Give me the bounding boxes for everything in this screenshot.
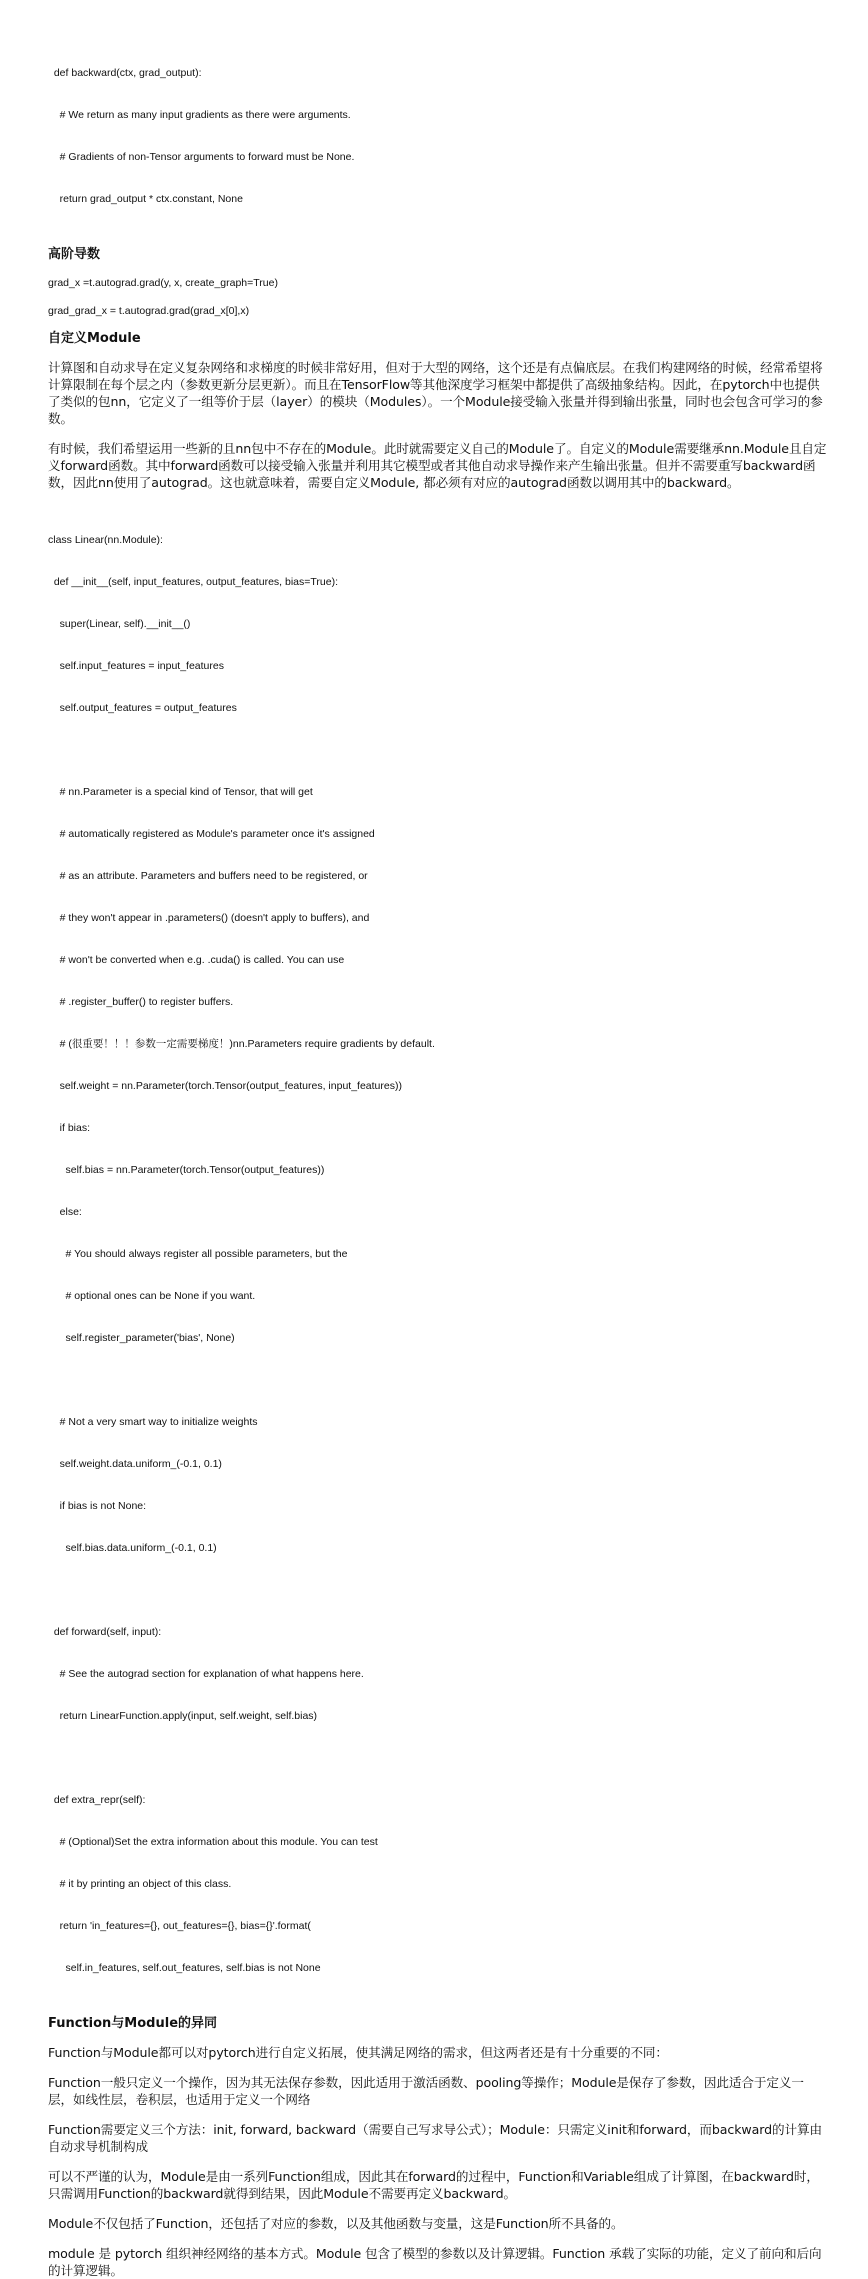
code-line: # (Optional)Set the extra information about this module. You can test — [48, 1836, 378, 1848]
code-line: else: — [48, 1206, 82, 1218]
code-line: # as an attribute. Parameters and buffers need to be registered, or — [48, 870, 368, 882]
document-page — [48, 38, 828, 2279]
code-line: # optional ones can be None if you want. — [48, 1290, 256, 1302]
paragraph-module-intro: 计算图和自动求导在定义复杂网络和求梯度的时候非常好用，但对于大型的网络，这个还是有点偏底层。在我们构建网络的时候，经常希望将计算限制在每个层之内（参数更新分层更新）。而且在TensorFlow等其他深度学习框架中都提供了高级抽象结构。因此，在pytorch中也提供了类似的包nn，它定义了一组等价于层（layer）的模块（Modules）。一个Module接受输入张量并得到输出张量，同时也会包含可学习的参数。 — [48, 360, 823, 426]
code-line: if bias: — [48, 1122, 91, 1134]
code-line: # (很重要！！！参数一定需要梯度！)nn.Parameters require gradients by default. — [48, 1038, 435, 1050]
paragraph-diff-5: Module不仅包括了Function，还包括了对应的参数，以及其他函数与变量，这是Function所不具备的。 — [48, 2216, 624, 2231]
code-line: # .register_buffer() to register buffers. — [48, 996, 234, 1008]
code-line — [48, 1583, 828, 1597]
heading-function-vs-module: Function与Module的异同 — [48, 2016, 218, 2031]
paragraph-diff-2: Function一般只定义一个操作，因为其无法保存参数，因此适用于激活函数、pooling等操作；Module是保存了参数，因此适合于定义一层，如线性层，卷积层，也适用于定义一个网络 — [48, 2075, 804, 2107]
code-block-linear — [48, 505, 828, 2003]
paragraph-diff-1: Function与Module都可以对pytorch进行自定义拓展，使其满足网络的需求，但这两者还是有十分重要的不同： — [48, 2045, 668, 2060]
code-line: self.output_features = output_features — [48, 702, 237, 714]
code-line: return 'in_features={}, out_features={}, bias={}'.format( — [48, 1920, 311, 1932]
code-line: self.in_features, self.out_features, self.bias is not None — [48, 1962, 321, 1974]
paragraph-module-custom: 有时候，我们希望运用一些新的且nn包中不存在的Module。此时就需要定义自己的Module了。自定义的Module需要继承nn.Module且自定义forward函数。其中forward函数可以接受输入张量并利用其它模型或者其他自动求导操作来产生输出张量。但并不需要重写backward函数，因此nn使用了autograd。这也就意味着，需要自定义Module, 都必须有对应的autograd函数以调用其中的backward。 — [48, 441, 827, 490]
code-block-backward — [48, 38, 828, 234]
code-line: self.bias = nn.Parameter(torch.Tensor(output_features)) — [48, 1164, 325, 1176]
code-line: self.weight.data.uniform_(-0.1, 0.1) — [48, 1458, 222, 1470]
heading-custom-module: 自定义Module — [48, 331, 141, 346]
code-line: # See the autograd section for explanation of what happens here. — [48, 1668, 364, 1680]
code-line: if bias is not None: — [48, 1500, 147, 1512]
code-line — [48, 1373, 828, 1387]
code-line: def forward(self, input): — [48, 1626, 162, 1638]
code-line: # We return as many input gradients as there were arguments. — [48, 109, 351, 121]
code-line: return LinearFunction.apply(input, self.weight, self.bias) — [48, 1710, 318, 1722]
code-line-grad-grad-x: grad_grad_x = t.autograd.grad(grad_x[0],x) — [48, 305, 250, 317]
paragraph-diff-4: 可以不严谨的认为，Module是由一系列Function组成，因此其在forward的过程中，Function和Variable组成了计算图，在backward时，只需调用Function的backward就得到结果，因此Module不需要再定义backward。 — [48, 2169, 819, 2201]
code-line: self.weight = nn.Parameter(torch.Tensor(output_features, input_features)) — [48, 1080, 402, 1092]
code-line: self.bias.data.uniform_(-0.1, 0.1) — [48, 1542, 217, 1554]
code-line: # nn.Parameter is a special kind of Tensor, that will get — [48, 786, 313, 798]
code-line: # automatically registered as Module's parameter once it's assigned — [48, 828, 375, 840]
code-line: # You should always register all possible parameters, but the — [48, 1248, 348, 1260]
code-line: # they won't appear in .parameters() (doesn't apply to buffers), and — [48, 912, 370, 924]
code-line: self.register_parameter('bias', None) — [48, 1332, 235, 1344]
code-line: # won't be converted when e.g. .cuda() is called. You can use — [48, 954, 345, 966]
code-line: def __init__(self, input_features, output_features, bias=True): — [48, 576, 338, 588]
code-line: self.input_features = input_features — [48, 660, 224, 672]
code-line — [48, 1751, 828, 1765]
paragraph-diff-3: Function需要定义三个方法：init, forward, backward（需要自己写求导公式）；Module：只需定义init和forward，而backward的计算由自动求导机制构成 — [48, 2122, 822, 2154]
code-line: return grad_output * ctx.constant, None — [48, 193, 243, 205]
code-line: # Not a very smart way to initialize weights — [48, 1416, 258, 1428]
code-line: super(Linear, self).__init__() — [48, 618, 191, 630]
code-line: def backward(ctx, grad_output): — [48, 67, 202, 79]
code-line: class Linear(nn.Module): — [48, 534, 163, 546]
code-line — [48, 743, 828, 757]
code-line-grad-x: grad_x =t.autograd.grad(y, x, create_graph=True) — [48, 277, 278, 289]
paragraph-diff-6: module 是 pytorch 组织神经网络的基本方式。Module 包含了模型的参数以及计算逻辑。Function 承载了实际的功能，定义了前向和后向的计算逻辑。 — [48, 2246, 822, 2278]
code-line: # Gradients of non-Tensor arguments to forward must be None. — [48, 151, 355, 163]
heading-higher-order: 高阶导数 — [48, 247, 101, 262]
code-line: def extra_repr(self): — [48, 1794, 146, 1806]
code-line: # it by printing an object of this class. — [48, 1878, 232, 1890]
